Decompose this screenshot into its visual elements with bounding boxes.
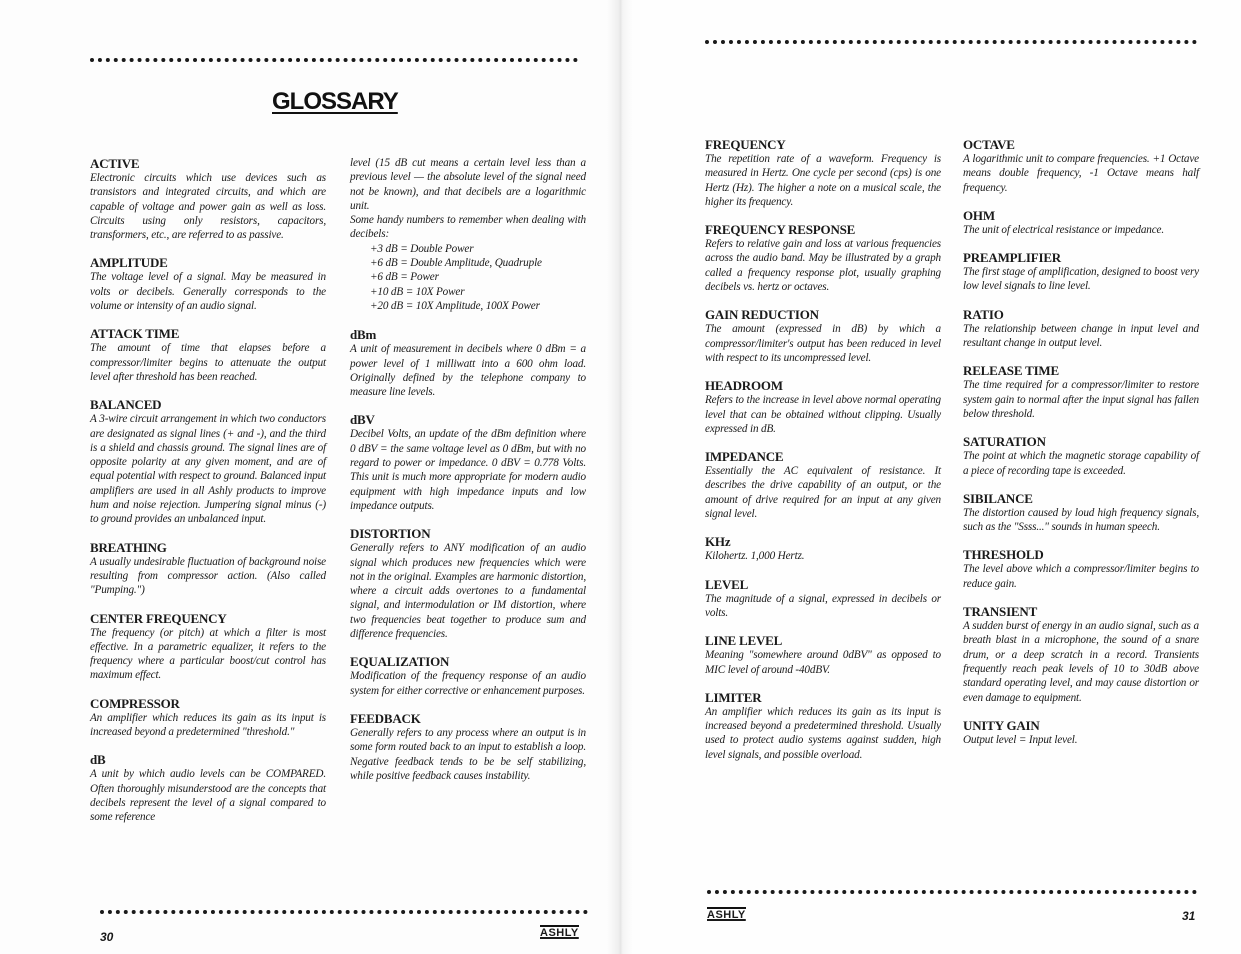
entry-definition: A usually undesirable fluctuation of background noise resulting from compressor action. (Also called "Pumping.") xyxy=(90,555,326,597)
glossary-entry xyxy=(90,611,326,683)
entry-term: GAIN REDUCTION xyxy=(705,307,819,323)
left-page xyxy=(0,0,620,954)
glossary-entry xyxy=(963,718,1199,747)
bottom-dotted-rule xyxy=(100,910,588,914)
glossary-entry xyxy=(90,397,326,526)
db-list-item: +6 dB = Double Amplitude, Quadruple xyxy=(370,257,542,270)
glossary-entry xyxy=(705,378,941,436)
glossary-entry xyxy=(90,696,326,740)
db-list-item: +20 dB = 10X Amplitude, 100X Power xyxy=(370,299,540,312)
glossary-entry xyxy=(705,690,941,762)
entry-term: LEVEL xyxy=(705,576,749,592)
glossary-entry xyxy=(705,633,941,677)
entry-definition: The voltage level of a signal. May be measured in volts or decibels. Generally corresponds to the volume or intensity of an audio signal. xyxy=(90,271,326,313)
entry-definition: level (15 dB cut means a certain level less than a previous level — the absolute level of the signal need not be known), and that decibels are a logarithmic unit. xyxy=(350,157,586,212)
glossary-entry xyxy=(963,307,1199,351)
entry-definition: The repetition rate of a waveform. Frequency is measured in Hertz. One cycle per second (cps) is one Hertz (Hz). The higher a note on a musical scale, the higher its frequency. xyxy=(705,153,941,208)
entry-term: EQUALIZATION xyxy=(350,654,450,670)
entry-definition: The level above which a compressor/limiter begins to reduce gain. xyxy=(963,563,1199,590)
entry-definition: The amount of time that elapses before a compressor/limiter begins to attenuate the output level after threshold has been reached. xyxy=(90,342,326,383)
db-list-item: +10 dB = 10X Power xyxy=(370,285,465,298)
entry-definition: A unit by which audio levels can be COMPARED. Often thoroughly misunderstood are the concepts that decibels represent the level of a signal compared to some reference xyxy=(90,768,326,824)
glossary-entry xyxy=(705,222,941,294)
glossary-entry xyxy=(705,534,941,563)
entry-term: OCTAVE xyxy=(963,137,1015,152)
entry-definition: The magnitude of a signal, expressed in decibels or volts. xyxy=(705,592,941,619)
entry-definition-extra: Some handy numbers to remember when dealing with decibels: xyxy=(350,214,586,241)
glossary-entry xyxy=(705,577,941,621)
entry-definition: A 3-wire circuit arrangement in which two conductors are designated as signal lines (+ and -), and the third is a shield and chassis ground. The signal lines are of opposite polarity at any given moment, and are of equal potential with respect to ground. Balanced input amplifiers are used in all Ashly products to improve hum and noise rejection. Jumpering signal minus (-) to ground provides an unbalanced input. xyxy=(90,413,326,526)
glossary-entry xyxy=(350,412,586,513)
entry-term: dB xyxy=(90,752,106,768)
entry-term: CENTER FREQUENCY xyxy=(90,610,227,626)
entry-term: AMPLITUDE xyxy=(90,255,168,271)
glossary-entry xyxy=(963,491,1199,535)
right-column-1 xyxy=(705,137,941,762)
entry-definition: Output level = Input level. xyxy=(963,733,1078,746)
glossary-entry xyxy=(963,137,1199,195)
entry-definition: Refers to the increase in level above normal operating level that can be obtained without clipping. Usually expressed in dB. xyxy=(705,394,941,435)
glossary-entry xyxy=(705,137,941,209)
entry-definition: A unit of measurement in decibels where 0 dBm = a power level of 1 milliwatt into a 600 ohm load. Originally defined by the telephone company to measure line levels. xyxy=(350,343,586,399)
bottom-dotted-rule xyxy=(707,890,1197,894)
entry-definition: The frequency (or pitch) at which a filter is most effective. In a parametric equalizer, it refers to the frequency where a particular boost/cut control has maximum effect. xyxy=(90,626,326,682)
page-number: 31 xyxy=(1182,909,1196,923)
page-title: GLOSSARY xyxy=(272,88,398,115)
glossary-entry xyxy=(963,434,1199,478)
entry-definition: Decibel Volts, an update of the dBm definition where 0 dBV = the same voltage level as 0 dBm, but with no regard to power or impedance. 0 dBV = 0.778 Volts. This unit is much more appropriate for modern audio equipment with high impedance inputs and low impedance outputs. xyxy=(350,428,586,512)
entry-term: SATURATION xyxy=(963,434,1046,450)
entry-term: BREATHING xyxy=(90,539,167,555)
entry-definition: The point at which the magnetic storage capability of a piece of recording tape is exceeded. xyxy=(963,450,1199,477)
glossary-entry xyxy=(350,711,586,783)
db-list-item: +6 dB = Power xyxy=(370,271,439,284)
entry-definition: A sudden burst of energy in an audio signal, such as a breath blast in a microphone, the sound of a snare drum, or a deep scratch in a record. Transients frequently reach peak levels of 10 to 30dB above standard operating level, and may cause distortion or even damage to equipment. xyxy=(963,620,1199,704)
entry-definition: An amplifier which reduces its gain as its input is increased beyond a predetermined "threshold." xyxy=(90,711,326,739)
entry-term: THRESHOLD xyxy=(963,547,1044,563)
left-column-1 xyxy=(90,156,326,825)
ashly-logo: ASHLY xyxy=(707,909,746,921)
entry-term: HEADROOM xyxy=(705,378,783,394)
entry-term: TRANSIENT xyxy=(963,604,1038,620)
entry-definition: Electronic circuits which use devices such as transistors and integrated circuits, and which are capable of voltage and power gain as well as loss. Circuits using only resistors, capacitors, transformers, etc., are referred to as passive. xyxy=(90,172,326,242)
entry-term: SIBILANCE xyxy=(963,490,1033,506)
entry-term: FREQUENCY RESPONSE xyxy=(705,222,856,238)
entry-term: OHM xyxy=(963,207,995,223)
db-list-item: +3 dB = Double Power xyxy=(370,242,474,255)
right-column-2 xyxy=(963,137,1199,747)
glossary-entry xyxy=(963,363,1199,421)
entry-term: FREQUENCY xyxy=(705,137,786,152)
glossary-entry xyxy=(963,250,1199,294)
glossary-entry-continued xyxy=(350,156,586,313)
glossary-entry xyxy=(350,327,586,399)
entry-term: COMPRESSOR xyxy=(90,695,180,711)
entry-definition: Generally refers to any process where an output is in some form routed back to an input to establish a loop. Negative feedback tends to be be self stabilizing, while positive feedback causes instability. xyxy=(350,726,586,782)
entry-definition: The time required for a compressor/limiter to restore system gain to normal after the input signal has fallen below threshold. xyxy=(963,379,1199,420)
page-number: 30 xyxy=(100,930,114,944)
entry-definition: The unit of electrical resistance or impedance. xyxy=(963,223,1165,236)
top-dotted-rule xyxy=(90,58,578,62)
glossary-entry xyxy=(90,156,326,242)
entry-definition: The first stage of amplification, designed to boost very low level signals to line level. xyxy=(963,266,1199,293)
entry-definition: Meaning "somewhere around 0dBV" as opposed to MIC level of around -40dBV. xyxy=(705,649,941,676)
glossary-entry xyxy=(90,255,326,313)
glossary-entry xyxy=(705,449,941,521)
top-dotted-rule xyxy=(705,40,1197,44)
entry-term: KHz xyxy=(705,534,731,550)
glossary-entry xyxy=(705,307,941,365)
entry-term: BALANCED xyxy=(90,397,162,413)
glossary-entry xyxy=(90,752,326,824)
entry-definition: Refers to relative gain and loss at various frequencies across the audio band. May be illustrated by a graph called a frequency response plot, usually graphing decibels vs. hertz or octaves. xyxy=(705,238,941,294)
entry-definition: A logarithmic unit to compare frequencies. +1 Octave means double frequency, -1 Octave means half frequency. xyxy=(963,153,1199,194)
entry-term: RATIO xyxy=(963,306,1004,322)
entry-term: FEEDBACK xyxy=(350,710,421,726)
entry-term: UNITY GAIN xyxy=(963,717,1040,733)
entry-definition: The distortion caused by loud high frequency signals, such as the "Ssss..." sounds in human speech. xyxy=(963,506,1199,534)
entry-term: DISTORTION xyxy=(350,526,431,542)
glossary-entry xyxy=(90,326,326,384)
entry-term: dBV xyxy=(350,412,375,428)
entry-definition: Kilohertz. 1,000 Hertz. xyxy=(705,550,805,563)
glossary-entry xyxy=(90,540,326,598)
right-page xyxy=(620,0,1241,954)
glossary-entry xyxy=(350,526,586,641)
entry-definition: The relationship between change in input level and resultant change in output level. xyxy=(963,322,1199,350)
entry-definition: An amplifier which reduces its gain as its input is increased beyond a predetermined threshold. Usually used to protect audio systems against sudden, high level signals, and possible overload. xyxy=(705,705,941,761)
book-gutter-shadow xyxy=(607,0,633,954)
glossary-entry xyxy=(963,208,1199,237)
glossary-entry xyxy=(963,547,1199,591)
entry-term: PREAMPLIFIER xyxy=(963,250,1061,266)
entry-definition: Essentially the AC equivalent of resistance. It describes the drive capability of an output, or the amount of drive required for an input at any given signal level. xyxy=(705,465,941,521)
entry-definition: The amount (expressed in dB) by which a compressor/limiter's output has been reduced in level with respect to its uncompressed level. xyxy=(705,323,941,364)
entry-term: ACTIVE xyxy=(90,156,140,171)
entry-term: LINE LEVEL xyxy=(705,633,783,649)
glossary-entry xyxy=(350,654,586,698)
entry-term: RELEASE TIME xyxy=(963,363,1059,379)
entry-term: IMPEDANCE xyxy=(705,449,784,465)
entry-term: ATTACK TIME xyxy=(90,326,180,342)
ashly-logo: ASHLY xyxy=(540,927,579,939)
entry-definition: Modification of the frequency response of an audio system for either corrective or enhancement purposes. xyxy=(350,670,586,697)
entry-definition: Generally refers to ANY modification of an audio signal which produces new frequencies which were not in the original. Examples are harmonic distortion, where a circuit adds overtones to a fundamental signal, and intermodulation or IM distortion, where two frequencies beat together to produce sum and difference frequencies. xyxy=(350,542,586,641)
entry-term: LIMITER xyxy=(705,689,762,705)
entry-term: dBm xyxy=(350,327,377,343)
left-column-2 xyxy=(350,156,586,783)
glossary-entry xyxy=(963,604,1199,705)
